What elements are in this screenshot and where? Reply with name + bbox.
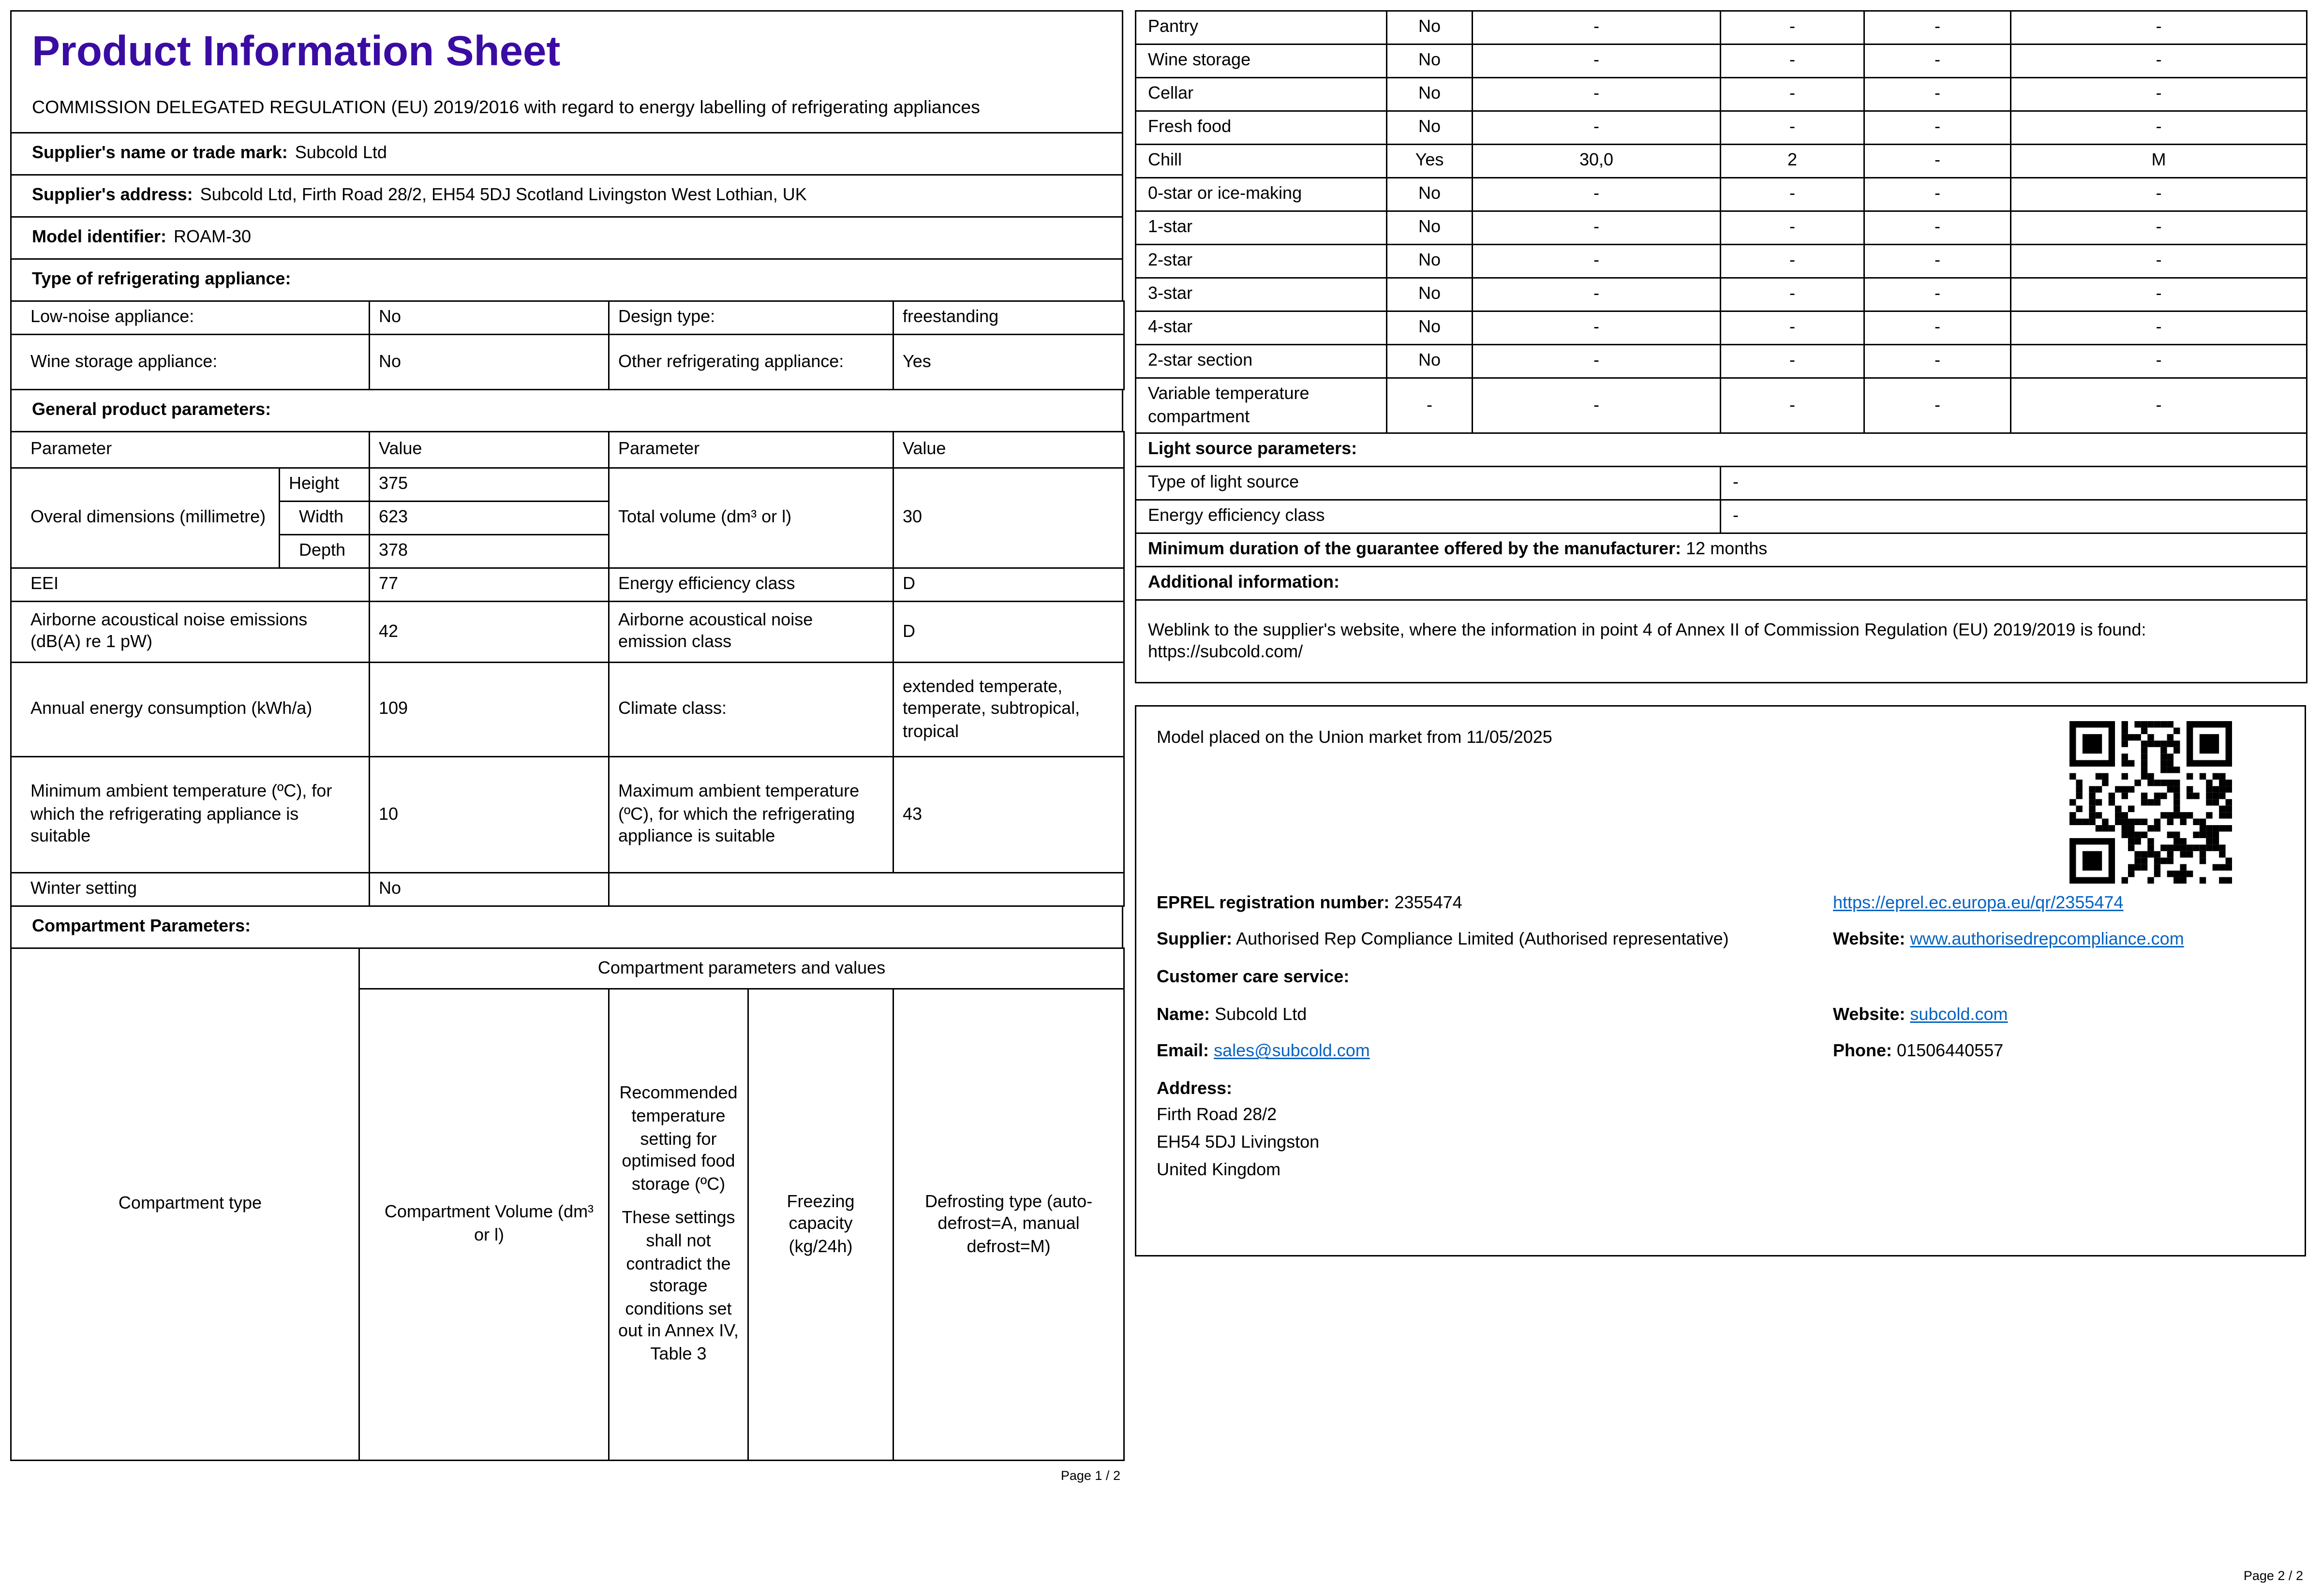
temperature-header-note: These settings shall not contradict the storage conditions set out in Annex IV, Table 3: [618, 1208, 739, 1364]
type-heading-row: [10, 258, 1123, 302]
span-header: Compartment parameters and values: [359, 948, 1124, 989]
empty-cell: [609, 872, 1124, 906]
table-row: [11, 468, 1124, 501]
website-label: Website:: [1833, 929, 1905, 950]
dimension-name: Width: [280, 501, 370, 534]
qr-code: [2069, 722, 2232, 884]
compartment-row: [1136, 111, 2307, 145]
compartment-row: [1136, 211, 2307, 245]
additional-heading-cell: [1136, 567, 2307, 600]
compartment-type-cell: 2-star: [1136, 245, 1387, 278]
dimension-name: Depth: [280, 534, 370, 568]
supplier-label: Supplier:: [1157, 929, 1233, 950]
compartment-volume-cell: -: [1473, 11, 1721, 44]
compartment-type-cell: 2-star section: [1136, 345, 1387, 378]
compartment-present-cell: No: [1387, 178, 1473, 211]
param-label: Wine storage appliance:: [11, 334, 370, 389]
eprel-value: 2355474: [1394, 892, 1462, 913]
compartment-type-cell: 4-star: [1136, 311, 1387, 345]
dimension-name: Height: [280, 468, 370, 501]
param-label: Type of light source: [1136, 467, 1721, 500]
compartment-present-cell: No: [1387, 245, 1473, 278]
param-label: Design type:: [609, 301, 893, 334]
param-label: Airborne acoustical noise emission class: [609, 601, 893, 662]
light-source-table: [1135, 433, 2307, 684]
union-market-text: Model placed on the Union market from 11/05/2025: [1157, 727, 1552, 748]
column-header: Value: [893, 431, 1124, 468]
table-row: [11, 334, 1124, 389]
compartment-temperature-cell: -: [1721, 245, 1864, 278]
param-label: Low-noise appliance:: [11, 301, 370, 334]
compartment-header-table: [10, 947, 1125, 1461]
param-label: Energy efficiency class: [609, 568, 893, 601]
general-heading-row: [10, 389, 1123, 432]
param-value: No: [370, 872, 609, 906]
compartment-freezing-cell: -: [1864, 44, 2011, 78]
compartment-defrost-cell: -: [2011, 178, 2307, 211]
compartment-freezing-cell: -: [1864, 245, 2011, 278]
compartment-freezing-cell: -: [1864, 311, 2011, 345]
total-volume-value: 30: [893, 468, 1124, 568]
dimension-value: 378: [370, 534, 609, 568]
eprel-link[interactable]: https://eprel.ec.europa.eu/qr/2355474: [1833, 892, 2124, 913]
appliance-type-table: [10, 300, 1125, 390]
compartment-present-cell: No: [1387, 278, 1473, 311]
param-value: 109: [370, 662, 609, 756]
phone-value: 01506440557: [1897, 1040, 2004, 1061]
additional-heading-text: Additional information:: [1148, 572, 1340, 593]
compartment-row: [1136, 11, 2307, 44]
general-parameters-table: [10, 567, 1125, 907]
compartment-present-cell: No: [1387, 211, 1473, 245]
guarantee-cell: [1136, 533, 2307, 567]
compartment-type-cell: Cellar: [1136, 78, 1387, 111]
total-volume-label: Total volume (dm³ or l): [609, 468, 893, 568]
care-name-row: [1157, 1004, 2284, 1026]
supplier-address-label: Supplier's address:: [32, 184, 193, 205]
param-value: 42: [370, 601, 609, 662]
compartment-temperature-cell: -: [1721, 111, 1864, 145]
compartment-temperature-cell: -: [1721, 345, 1864, 378]
compartment-freezing-cell: -: [1864, 345, 2011, 378]
compartment-temperature-cell: 2: [1721, 145, 1864, 178]
contact-box: [1135, 706, 2306, 1257]
weblink-text: Weblink to the supplier's website, where the information in point 4 of Annex II of Commission Regulation (EU) 2019/2019 is found:: [1148, 619, 2146, 639]
dimension-value: 375: [370, 468, 609, 501]
column-header: Parameter: [609, 431, 893, 468]
compartment-defrost-cell: -: [2011, 345, 2307, 378]
compartment-temperature-cell: -: [1721, 44, 1864, 78]
param-value: Yes: [893, 334, 1124, 389]
compartment-type-cell: 1-star: [1136, 211, 1387, 245]
supplier-address-value: Subcold Ltd, Firth Road 28/2, EH54 5DJ Scotland Livingston West Lothian, UK: [200, 184, 807, 205]
care-name-value: Subcold Ltd: [1215, 1003, 1307, 1024]
care-website-label: Website:: [1833, 1003, 1905, 1024]
column-header-freezing: Freezing capacity (kg/24h): [748, 989, 893, 1460]
param-label: Minimum ambient temperature (ºC), for which the refrigerating appliance is suitable: [11, 756, 370, 872]
param-label: Airborne acoustical noise emissions (dB(A) re 1 pW): [11, 601, 370, 662]
address-label: Address:: [1157, 1078, 1233, 1098]
light-heading-row: [1136, 433, 2307, 467]
compartment-temperature-cell: -: [1721, 278, 1864, 311]
compartment-volume-cell: -: [1473, 378, 1721, 434]
table-header-row: [11, 431, 1124, 468]
compartment-volume-cell: -: [1473, 78, 1721, 111]
model-identifier-label: Model identifier:: [32, 226, 167, 247]
dimensions-table: [10, 431, 1125, 569]
compartment-type-cell: Pantry: [1136, 11, 1387, 44]
weblink-row: [1136, 600, 2307, 683]
care-contact-row: [1157, 1040, 2284, 1063]
temperature-header-text: Recommended temperature setting for optimised food storage (ºC): [619, 1083, 738, 1194]
light-heading: [1136, 433, 2307, 467]
column-header-defrost: Defrosting type (auto-defrost=A, manual defrost=M): [893, 989, 1124, 1460]
eprel-row: [1157, 892, 2284, 915]
address-block: [1157, 1078, 2284, 1181]
compartment-volume-cell: -: [1473, 44, 1721, 78]
email-link[interactable]: sales@subcold.com: [1214, 1040, 1370, 1061]
page-title: Product Information Sheet: [32, 29, 561, 75]
dimensions-label: Overal dimensions (millimetre): [11, 468, 280, 568]
compartment-freezing-cell: -: [1864, 211, 2011, 245]
compartment-volume-cell: -: [1473, 278, 1721, 311]
compartment-freezing-cell: -: [1864, 145, 2011, 178]
care-website-link[interactable]: subcold.com: [1910, 1003, 2008, 1024]
supplier-name-label: Supplier's name or trade mark:: [32, 142, 288, 163]
additional-heading-row: [1136, 567, 2307, 600]
compartment-present-cell: No: [1387, 11, 1473, 44]
compartment-row: [1136, 78, 2307, 111]
page-1-footer: Page 1 / 2: [1060, 1468, 1120, 1483]
compartment-defrost-cell: M: [2011, 145, 2307, 178]
compartment-present-cell: Yes: [1387, 145, 1473, 178]
compartment-type-cell: Variable temperature compartment: [1136, 378, 1387, 434]
phone-label: Phone:: [1833, 1040, 1892, 1061]
compartment-freezing-cell: -: [1864, 278, 2011, 311]
page-2: [1135, 10, 2306, 1257]
table-row: [11, 301, 1124, 334]
param-value: freestanding: [893, 301, 1124, 334]
model-identifier-row: [10, 216, 1123, 260]
table-header-row: [11, 948, 1124, 989]
param-value: No: [370, 301, 609, 334]
param-value: 77: [370, 568, 609, 601]
column-header-volume: Compartment Volume (dm³ or l): [359, 989, 609, 1460]
param-label: Winter setting: [11, 872, 370, 906]
table-row: [11, 756, 1124, 872]
supplier-value: Authorised Rep Compliance Limited (Authorised representative): [1236, 929, 1729, 950]
care-name-label: Name:: [1157, 1003, 1210, 1024]
compartment-volume-cell: -: [1473, 245, 1721, 278]
param-label: Other refrigerating appliance:: [609, 334, 893, 389]
param-label: Maximum ambient temperature (ºC), for which the refrigerating appliance is suitable: [609, 756, 893, 872]
compartment-type-cell: 0-star or ice-making: [1136, 178, 1387, 211]
table-row: [11, 662, 1124, 756]
compartment-defrost-cell: -: [2011, 44, 2307, 78]
param-label: EEI: [11, 568, 370, 601]
compartment-row: [1136, 245, 2307, 278]
compartment-temperature-cell: -: [1721, 378, 1864, 434]
column-header-compartment-type: Compartment type: [11, 948, 359, 1460]
type-heading: Type of refrigerating appliance:: [32, 268, 291, 289]
compartment-row: [1136, 311, 2307, 345]
compartment-defrost-cell: -: [2011, 311, 2307, 345]
compartment-volume-cell: 30,0: [1473, 145, 1721, 178]
supplier-name-value: Subcold Ltd: [295, 142, 387, 163]
customer-care-heading-text: Customer care service:: [1157, 966, 1350, 987]
compartment-temperature-cell: -: [1721, 211, 1864, 245]
compartment-volume-cell: -: [1473, 345, 1721, 378]
compartment-defrost-cell: -: [2011, 78, 2307, 111]
light-heading-text: Light source parameters:: [1148, 439, 1357, 459]
table-row: [1136, 500, 2307, 533]
compartment-row: [1136, 378, 2307, 434]
customer-care-heading: [1157, 966, 2284, 989]
column-header-temperature: [609, 989, 748, 1460]
compartment-present-cell: -: [1387, 378, 1473, 434]
param-label: Energy efficiency class: [1136, 500, 1721, 533]
compartment-freezing-cell: -: [1864, 378, 2011, 434]
compartment-values-table: [1135, 10, 2307, 434]
compartment-defrost-cell: -: [2011, 378, 2307, 434]
column-header: Parameter: [11, 431, 370, 468]
compartment-volume-cell: -: [1473, 211, 1721, 245]
guarantee-row: [1136, 533, 2307, 567]
winter-setting-row: [11, 872, 1124, 906]
compartment-freezing-cell: -: [1864, 11, 2011, 44]
param-label: Annual energy consumption (kWh/a): [11, 662, 370, 756]
param-label: Climate class:: [609, 662, 893, 756]
compartment-present-cell: No: [1387, 111, 1473, 145]
column-header: Value: [370, 431, 609, 468]
compartment-row: [1136, 278, 2307, 311]
supplier-website-link[interactable]: www.authorisedrepcompliance.com: [1910, 929, 2184, 950]
compartment-row: [1136, 145, 2307, 178]
compartment-heading: Compartment Parameters:: [32, 916, 251, 936]
compartment-freezing-cell: -: [1864, 178, 2011, 211]
compartment-row: [1136, 44, 2307, 78]
address-line: United Kingdom: [1157, 1158, 1281, 1179]
compartment-type-cell: Chill: [1136, 145, 1387, 178]
compartment-freezing-cell: -: [1864, 111, 2011, 145]
compartment-temperature-cell: -: [1721, 11, 1864, 44]
compartment-type-cell: Wine storage: [1136, 44, 1387, 78]
table-row: [1136, 467, 2307, 500]
sheet-header: [10, 10, 1123, 133]
compartment-volume-cell: -: [1473, 111, 1721, 145]
compartment-defrost-cell: -: [2011, 278, 2307, 311]
param-value: extended temperate, temperate, subtropical, tropical: [893, 662, 1124, 756]
eprel-label: EPREL registration number:: [1157, 892, 1390, 913]
compartment-temperature-cell: -: [1721, 178, 1864, 211]
supplier-address-row: [10, 174, 1123, 218]
param-value: 10: [370, 756, 609, 872]
param-value: -: [1721, 467, 2307, 500]
page-2-footer: Page 2 / 2: [2243, 1568, 2303, 1583]
compartment-defrost-cell: -: [2011, 211, 2307, 245]
compartment-present-cell: No: [1387, 345, 1473, 378]
weblink-url: https://subcold.com/: [1148, 641, 1303, 662]
compartment-temperature-cell: -: [1721, 311, 1864, 345]
compartment-defrost-cell: -: [2011, 11, 2307, 44]
compartment-temperature-cell: -: [1721, 78, 1864, 111]
compartment-type-cell: Fresh food: [1136, 111, 1387, 145]
compartment-heading-row: [10, 905, 1123, 949]
compartment-present-cell: No: [1387, 311, 1473, 345]
model-identifier-value: ROAM-30: [174, 226, 252, 247]
compartment-present-cell: No: [1387, 78, 1473, 111]
page-1: [10, 10, 1123, 1485]
compartment-type-cell: 3-star: [1136, 278, 1387, 311]
compartment-defrost-cell: -: [2011, 245, 2307, 278]
regulation-subtitle: COMMISSION DELEGATED REGULATION (EU) 2019/2016 with regard to energy labelling of refrigerating appliances: [32, 97, 980, 118]
param-value: 43: [893, 756, 1124, 872]
address-line: EH54 5DJ Livingston: [1157, 1131, 1320, 1152]
compartment-row: [1136, 178, 2307, 211]
compartment-present-cell: No: [1387, 44, 1473, 78]
compartment-defrost-cell: -: [2011, 111, 2307, 145]
param-value: No: [370, 334, 609, 389]
table-row: [11, 601, 1124, 662]
guarantee-value: 12 months: [1686, 539, 1768, 560]
compartment-row: [1136, 345, 2307, 378]
email-label: Email:: [1157, 1040, 1209, 1061]
address-line: Firth Road 28/2: [1157, 1105, 1277, 1125]
supplier-row: [1157, 929, 2284, 952]
compartment-volume-cell: -: [1473, 311, 1721, 345]
compartment-volume-cell: -: [1473, 178, 1721, 211]
guarantee-label: Minimum duration of the guarantee offered by the manufacturer:: [1148, 539, 1682, 560]
dimension-value: 623: [370, 501, 609, 534]
param-value: D: [893, 601, 1124, 662]
compartment-freezing-cell: -: [1864, 78, 2011, 111]
supplier-name-row: [10, 132, 1123, 176]
general-heading: General product parameters:: [32, 399, 271, 420]
param-value: D: [893, 568, 1124, 601]
table-row: [11, 568, 1124, 601]
param-value: -: [1721, 500, 2307, 533]
weblink-cell: [1136, 600, 2307, 683]
